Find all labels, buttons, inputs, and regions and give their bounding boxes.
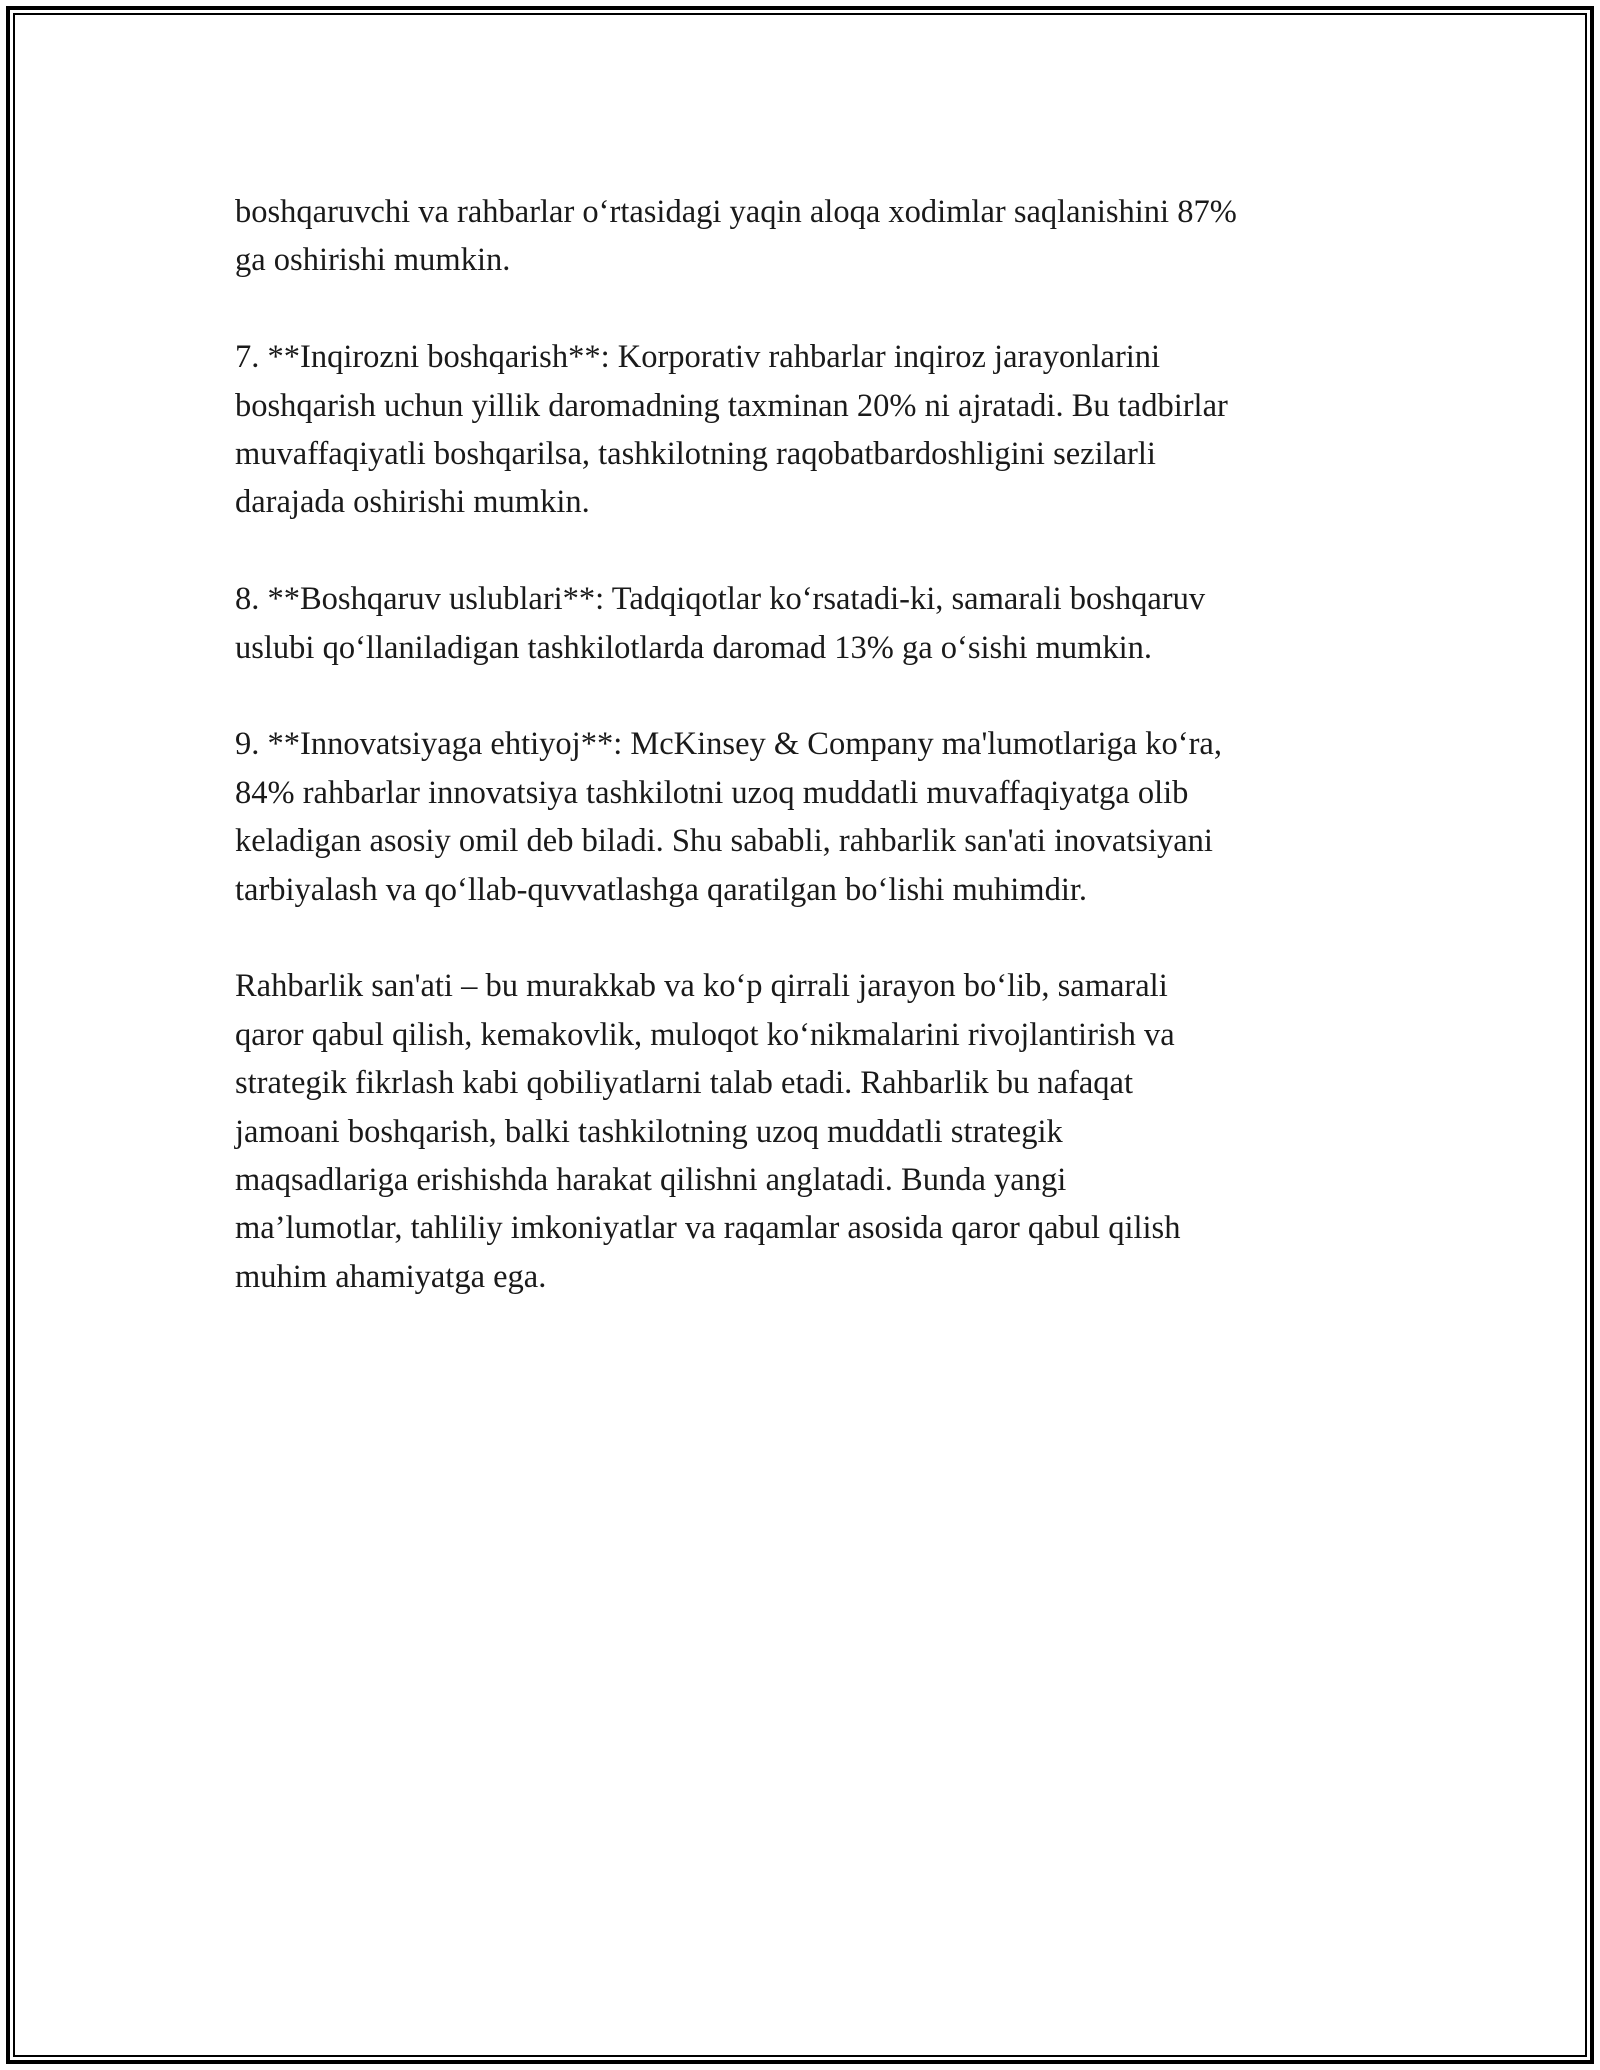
text-line: boshqaruvchi va rahbarlar o‘rtasidagi yaqin aloqa xodimlar saqlanishini 87% — [235, 194, 1237, 230]
text-line: qaror qabul qilish, kemakovlik, muloqot ko‘nikmalarini rivojlantirish va — [235, 1016, 1175, 1053]
text-line: 84% rahbarlar innovatsiya tashkilotni uzoq muddatli muvaffaqiyatga olib — [235, 774, 1189, 811]
text-line: keladigan asosiy omil deb biladi. Shu sababli, rahbarlik san'ati inovatsiyani — [235, 823, 1213, 860]
text-line: muvaffaqiyatli boshqarilsa, tashkilotning raqobatbardoshligini sezilarli — [235, 436, 1156, 473]
paragraph-management-styles — [235, 575, 1385, 672]
text-line: boshqarish uchun yillik daromadning taxminan 20% ni ajratadi. Bu tadbirlar — [235, 387, 1228, 424]
paragraph-innovation — [235, 720, 1385, 914]
paragraph-crisis-management — [235, 333, 1385, 527]
text-line: strategik fikrlash kabi qobiliyatlarni talab etadi. Rahbarlik bu nafaqat — [235, 1065, 1133, 1102]
text-line: Rahbarlik san'ati – bu murakkab va ko‘p qirrali jarayon bo‘lib, samarali — [235, 968, 1168, 1005]
text-line: muhim ahamiyatga ega. — [235, 1258, 547, 1295]
text-line: uslubi qo‘llaniladigan tashkilotlarda daromad 13% ga o‘sishi mumkin. — [235, 629, 1153, 666]
document-body — [235, 188, 1385, 1350]
text-line: tarbiyalash va qo‘llab-quvvatlashga qaratilgan bo‘lishi muhimdir. — [235, 871, 1088, 908]
text-line: 9. **Innovatsiyaga ehtiyoj**: McKinsey & Company ma'lumotlariga ko‘ra, — [235, 726, 1222, 763]
text-line: darajada oshirishi mumkin. — [235, 484, 590, 521]
text-line: ga oshirishi mumkin. — [235, 242, 511, 279]
paragraph-retention — [235, 188, 1385, 285]
paragraph-conclusion — [235, 962, 1385, 1301]
text-line: 8. **Boshqaruv uslublari**: Tadqiqotlar ko‘rsatadi-ki, samarali boshqaruv — [235, 581, 1206, 618]
text-line: ma’lumotlar, tahliliy imkoniyatlar va raqamlar asosida qaror qabul qilish — [235, 1210, 1181, 1247]
text-line: 7. **Inqirozni boshqarish**: Korporativ rahbarlar inqiroz jarayonlarini — [235, 339, 1161, 376]
text-line: jamoani boshqarish, balki tashkilotning uzoq muddatli strategik — [235, 1113, 1063, 1150]
text-line: maqsadlariga erishishda harakat qilishni anglatadi. Bunda yangi — [235, 1162, 1067, 1199]
